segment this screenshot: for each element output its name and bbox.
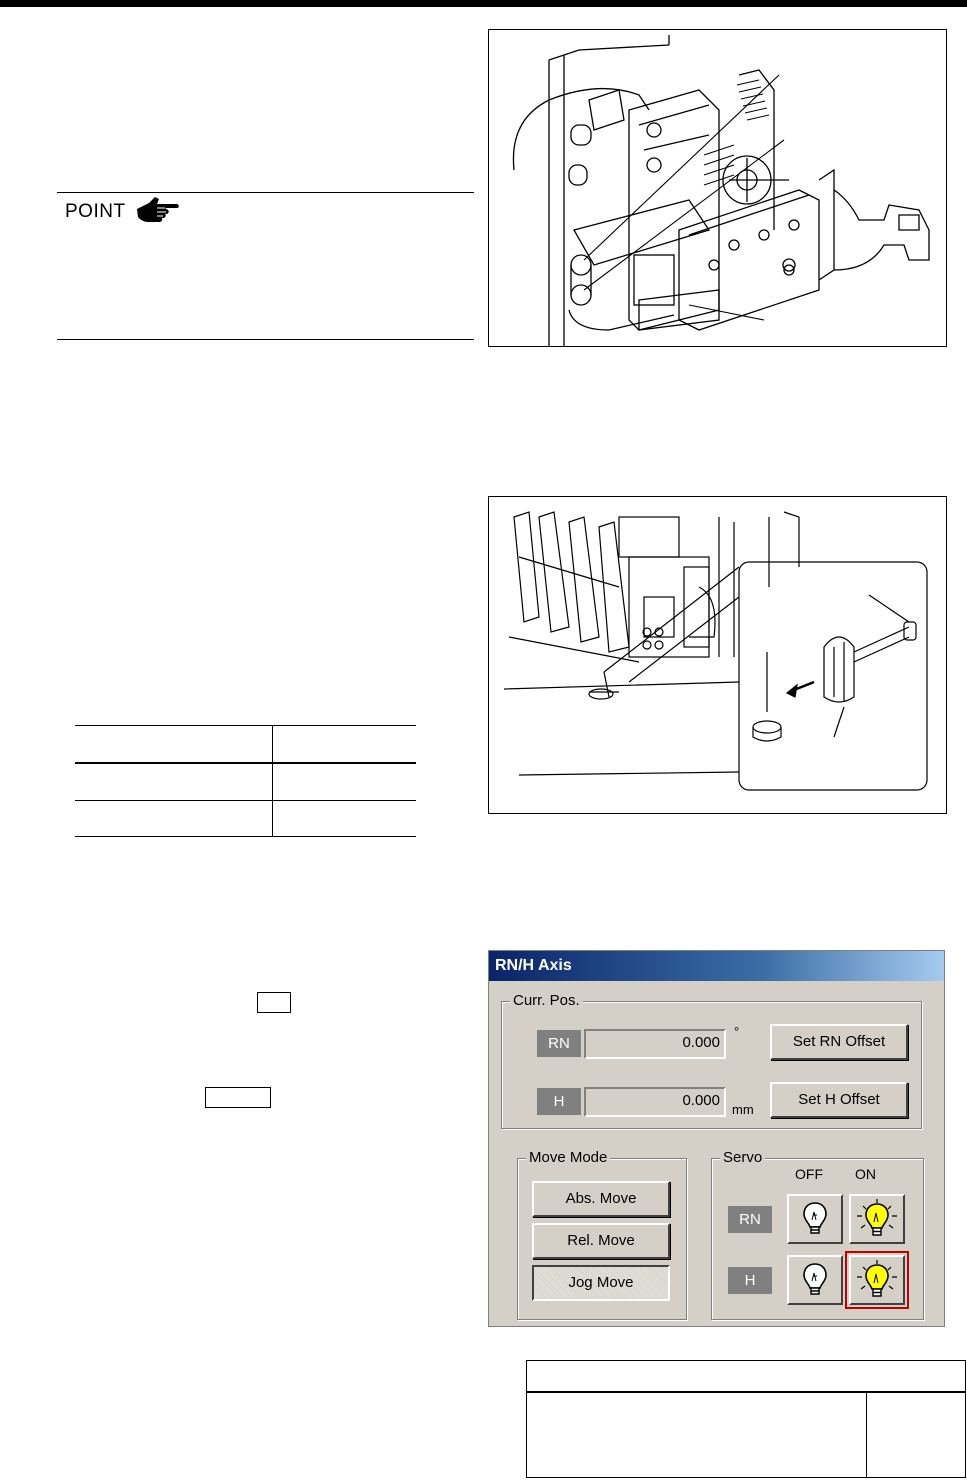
servo-group — [711, 1149, 924, 1320]
rn-tag: RN — [537, 1030, 581, 1057]
table-divider — [866, 1392, 867, 1478]
h-unit: mm — [732, 1102, 754, 1117]
table-rule — [75, 800, 416, 801]
h-position-field: 0.000 — [584, 1087, 726, 1117]
key-caption-box — [257, 992, 291, 1013]
abs-move-button[interactable]: Abs. Move — [532, 1181, 670, 1217]
spec-table — [75, 725, 416, 837]
rn-unit: ° — [734, 1024, 740, 1039]
rn-servo-on-button[interactable] — [849, 1194, 905, 1244]
header-rule — [0, 0, 967, 7]
current-position-label: Curr. Pos. — [510, 992, 583, 1009]
table-rule — [75, 762, 416, 764]
h-tag: H — [537, 1088, 581, 1115]
table-rule — [75, 725, 416, 726]
move-mode-group — [517, 1149, 687, 1320]
point-label: POINT — [65, 201, 126, 222]
table-rule — [527, 1391, 965, 1393]
servo-rn-tag: RN — [728, 1206, 772, 1233]
point-note-box — [57, 192, 474, 340]
h-servo-off-button[interactable] — [787, 1255, 843, 1305]
bulb-off-icon — [800, 1200, 830, 1238]
servo-label: Servo — [720, 1149, 765, 1166]
bulb-on-icon — [855, 1259, 899, 1301]
bulb-on-icon — [855, 1198, 899, 1240]
on-column-label: ON — [855, 1166, 876, 1182]
collar-stopper-illustration — [488, 496, 947, 814]
table-rule — [75, 836, 416, 837]
mechanism-illustration — [488, 29, 947, 347]
set-rn-offset-button[interactable]: Set RN Offset — [770, 1024, 908, 1060]
revision-table — [526, 1360, 966, 1478]
bulb-off-icon — [800, 1261, 830, 1299]
table-divider — [272, 725, 273, 837]
h-servo-on-button[interactable] — [849, 1255, 905, 1305]
current-position-group — [501, 992, 922, 1129]
dialog-title: RN/H Axis — [489, 951, 944, 981]
key-caption-box — [205, 1087, 271, 1108]
move-mode-label: Move Mode — [526, 1149, 610, 1166]
rn-servo-off-button[interactable] — [787, 1194, 843, 1244]
rel-move-button[interactable]: Rel. Move — [532, 1223, 670, 1259]
rn-position-field: 0.000 — [584, 1029, 726, 1059]
rnh-axis-dialog — [488, 950, 945, 1327]
pointing-hand-icon — [135, 195, 181, 225]
off-column-label: OFF — [795, 1166, 823, 1182]
jog-move-button[interactable]: Jog Move — [532, 1265, 670, 1301]
set-h-offset-button[interactable]: Set H Offset — [770, 1082, 908, 1118]
servo-h-tag: H — [728, 1267, 772, 1294]
